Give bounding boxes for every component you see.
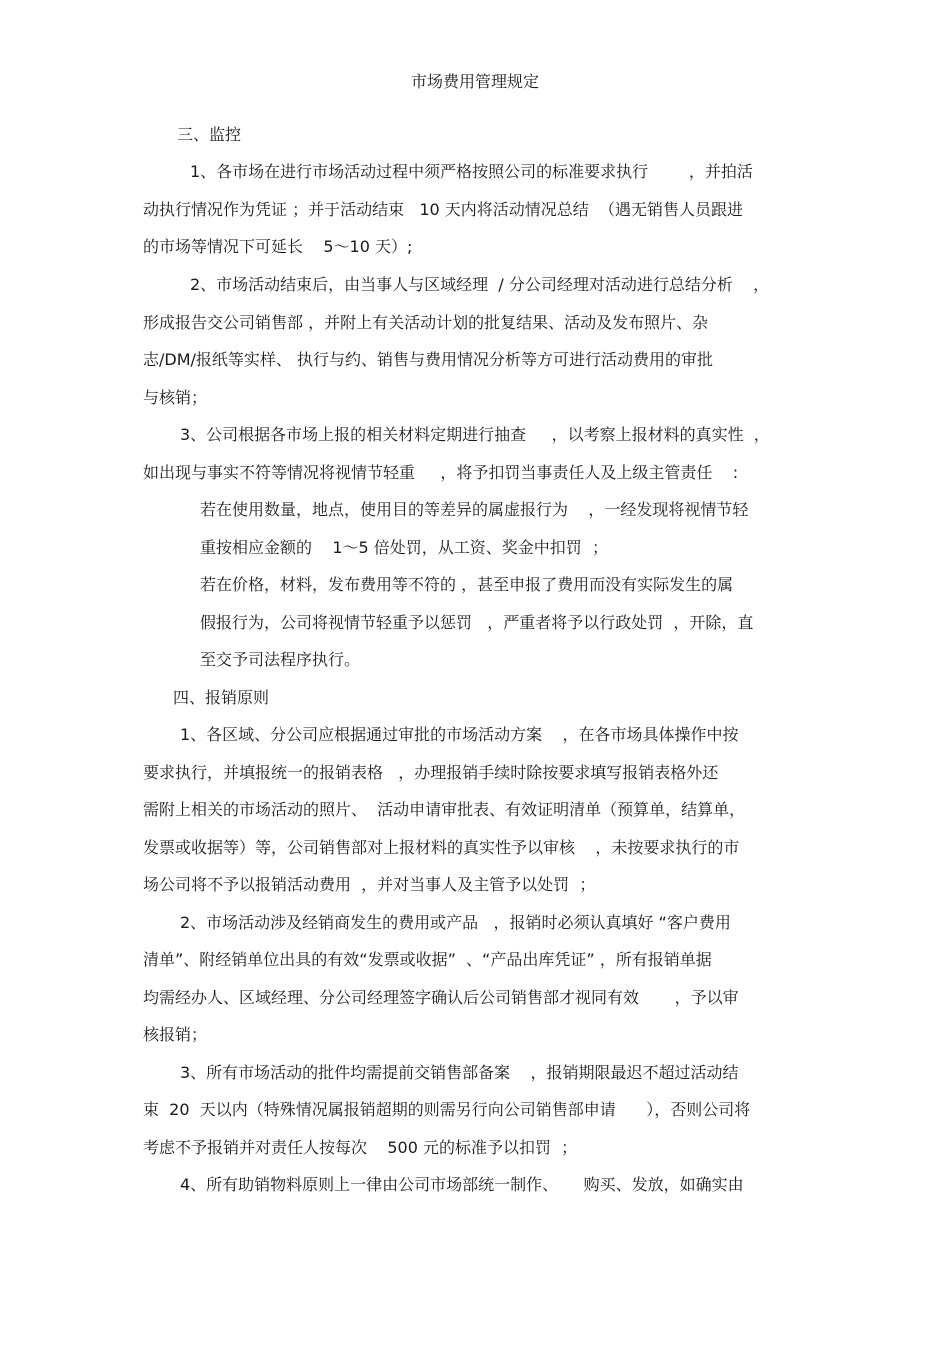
paragraph-line: 如出现与事实不符等情况将视情节轻重 ，将予扣罚当事责任人及上级主管责任 : <box>143 463 739 482</box>
paragraph-line: 志/DM/报纸等实样、 执行与约、销售与费用情况分析等方可进行活动费用的审批 <box>143 350 713 369</box>
document-title: 市场费用管理规定 <box>410 72 539 91</box>
paragraph-line: 均需经办人、区域经理、分公司经理签字确认后公司销售部才视同有效 ，予以审 <box>143 988 739 1007</box>
paragraph-line: 与核销； <box>143 388 208 407</box>
paragraph-line: 若在使用数量，地点，使用目的等差异的属虚报行为 ，一经发现将视情节轻 <box>200 500 749 519</box>
paragraph-line: 1、各市场在进行市场活动过程中须严格按照公司的标准要求执行 ，并拍活 <box>190 162 753 181</box>
paragraph-line: 的市场等情况下可延长 5～10 天）; <box>143 237 413 256</box>
paragraph-line: 假报行为，公司将视情节轻重予以惩罚 ，严重者将予以行政处罚 ，开除，直 <box>200 613 754 632</box>
paragraph-line: 1、各区域、分公司应根据通过审批的市场活动方案 ，在各市场具体操作中按 <box>180 725 739 744</box>
paragraph-line: 4、所有助销物料原则上一律由公司市场部统一制作、 购买、发放，如确实由 <box>180 1175 744 1194</box>
paragraph-line: 若在价格，材料，发布费用等不符的 ，甚至申报了费用而没有实际发生的属 <box>200 575 734 594</box>
paragraph-line: 要求执行，并填报统一的报销表格 ，办理报销手续时除按要求填写报销表格外还 <box>143 763 719 782</box>
paragraph-line: 形成报告交公司销售部 ，并附上有关活动计划的批复结果、活动及发布照片、杂 <box>143 313 709 332</box>
paragraph-line: 核报销； <box>143 1025 208 1044</box>
paragraph-line: 发票或收据等）等，公司销售部对上报材料的真实性予以审核 ，未按要求执行的市 <box>143 838 740 857</box>
paragraph-line: 动执行情况作为凭证 ；并于活动结束 10 天内将活动情况总结 （遇无销售人员跟进 <box>143 200 743 219</box>
paragraph-line: 束 20 天以内（特殊情况属报销超期的则需另行向公司销售部申请 ），否则公司将 <box>143 1100 751 1119</box>
paragraph-line: 需附上相关的市场活动的照片、 活动申请审批表、有效证明清单（预算单，结算单， <box>143 800 746 819</box>
paragraph-line: 至交予司法程序执行。 <box>200 650 361 669</box>
paragraph-line: 考虑不予报销并对责任人按每次 500 元的标准予以扣罚 ； <box>143 1138 578 1157</box>
paragraph-line: 场公司将不予以报销活动费用 ，并对当事人及主管予以处罚 ； <box>143 875 596 894</box>
paragraph-line: 3、所有市场活动的批件均需提前交销售部备案 ，报销期限最迟不超过活动结 <box>180 1063 739 1082</box>
paragraph-line: 2、市场活动涉及经销商发生的费用或产品 ，报销时必须认真填好 “客户费用 <box>180 913 731 932</box>
paragraph-line: 重按相应金额的 1～5 倍处罚，从工资、奖金中扣罚 ； <box>200 538 608 557</box>
section-heading: 四、报销原则 <box>173 688 270 707</box>
paragraph-line: 2、市场活动结束后，由当事人与区域经理 / 分公司经理对活动进行总结分析 ， <box>190 275 770 294</box>
paragraph-line: 清单”、附经销单位出具的有效“发票或收据” 、“产品出库凭证” ，所有报销单据 <box>143 950 712 969</box>
paragraph-line: 3、公司根据各市场上报的相关材料定期进行抽查 ，以考察上报材料的真实性 ， <box>180 425 770 444</box>
section-heading: 三、监控 <box>177 125 242 144</box>
